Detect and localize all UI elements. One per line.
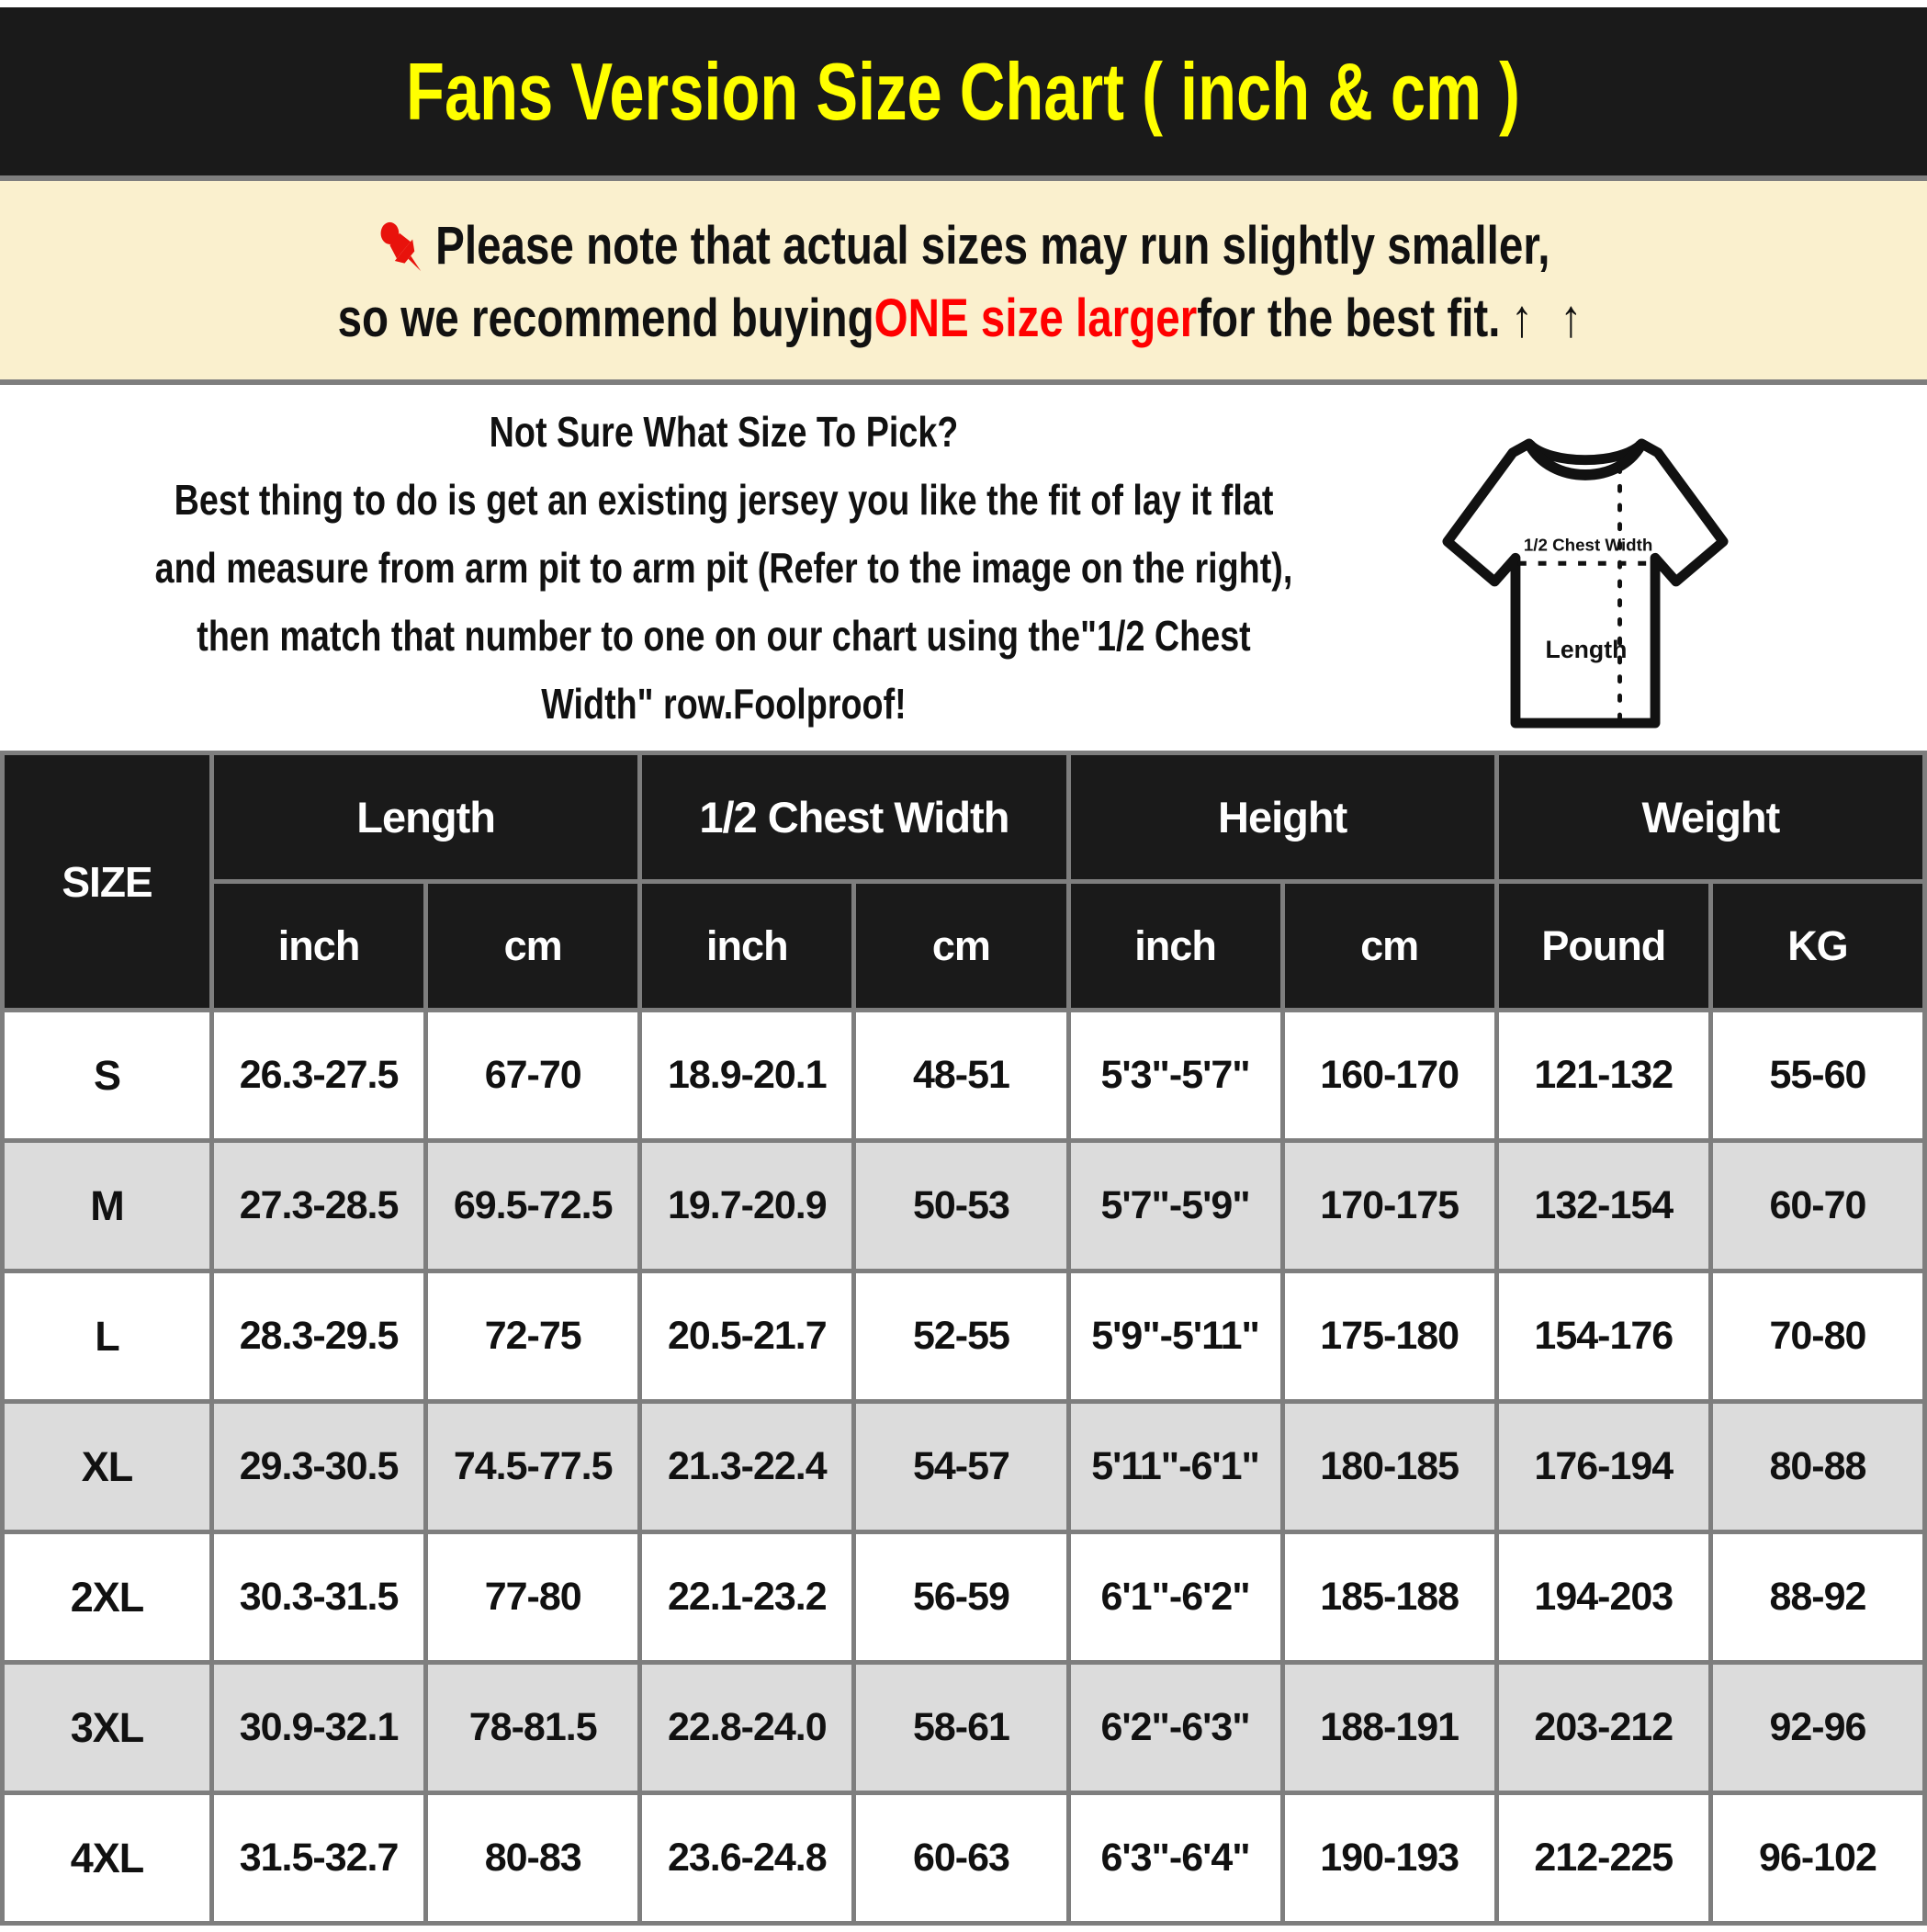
cell-length-cm: 69.5-72.5 bbox=[426, 1141, 640, 1271]
cell-weight-kg: 92-96 bbox=[1710, 1663, 1924, 1793]
cell-height-cm: 175-180 bbox=[1282, 1271, 1496, 1402]
table-group-header-row bbox=[3, 753, 1925, 882]
cell-chest-inch: 19.7-20.9 bbox=[640, 1141, 854, 1271]
cell-length-inch: 29.3-30.5 bbox=[212, 1402, 426, 1532]
cell-chest-inch: 18.9-20.1 bbox=[640, 1011, 854, 1141]
cell-chest-inch: 22.8-24.0 bbox=[640, 1663, 854, 1793]
sizing-instructions-section bbox=[0, 385, 1927, 751]
cell-chest-cm: 60-63 bbox=[854, 1793, 1068, 1924]
cell-weight-pound: 203-212 bbox=[1496, 1663, 1710, 1793]
instructions-line: then match that number to one on our chart using the"1/2 Chest bbox=[197, 612, 1251, 660]
title-bar bbox=[0, 7, 1927, 175]
notice-line-1 bbox=[377, 212, 1549, 280]
cell-height-cm: 180-185 bbox=[1282, 1402, 1496, 1532]
size-column-header: SIZE bbox=[3, 753, 212, 1011]
one-size-larger-highlight: ONE size larger bbox=[873, 288, 1198, 348]
cell-length-cm: 78-81.5 bbox=[426, 1663, 640, 1793]
sizing-instructions-text bbox=[0, 398, 1440, 738]
cell-height-inch: 6'1"-6'2" bbox=[1068, 1532, 1282, 1663]
cell-chest-cm: 58-61 bbox=[854, 1663, 1068, 1793]
cell-height-inch: 6'3"-6'4" bbox=[1068, 1793, 1282, 1924]
table-row bbox=[3, 1141, 1925, 1271]
cell-length-cm: 80-83 bbox=[426, 1793, 640, 1924]
weight-group-header: Weight bbox=[1496, 753, 1924, 882]
row-size-label: S bbox=[3, 1011, 212, 1141]
row-size-label: 3XL bbox=[3, 1663, 212, 1793]
cell-height-inch: 5'3"-5'7" bbox=[1068, 1011, 1282, 1141]
cell-chest-cm: 54-57 bbox=[854, 1402, 1068, 1532]
top-margin bbox=[0, 0, 1927, 7]
notice-text-2a: so we recommend buying bbox=[337, 288, 874, 348]
cell-length-cm: 72-75 bbox=[426, 1271, 640, 1402]
table-row bbox=[3, 1663, 1925, 1793]
height-group-header: Height bbox=[1068, 753, 1496, 882]
height-inch-header: inch bbox=[1068, 882, 1282, 1011]
height-cm-header: cm bbox=[1282, 882, 1496, 1011]
pushpin-icon bbox=[377, 212, 433, 280]
tshirt-icon bbox=[1440, 425, 1730, 734]
cell-chest-inch: 23.6-24.8 bbox=[640, 1793, 854, 1924]
cell-chest-inch: 20.5-21.7 bbox=[640, 1271, 854, 1402]
cell-chest-inch: 22.1-23.2 bbox=[640, 1532, 854, 1663]
cell-length-cm: 74.5-77.5 bbox=[426, 1402, 640, 1532]
table-unit-header-row bbox=[3, 882, 1925, 1011]
instructions-line: Best thing to do is get an existing jersey you like the fit of lay it flat bbox=[174, 476, 1274, 524]
notice-text-1: Please note that actual sizes may run slightly smaller, bbox=[435, 216, 1550, 276]
row-size-label: 2XL bbox=[3, 1532, 212, 1663]
instructions-line: Width" row.Foolproof! bbox=[541, 680, 907, 728]
row-size-label: 4XL bbox=[3, 1793, 212, 1924]
cell-length-inch: 31.5-32.7 bbox=[212, 1793, 426, 1924]
table-row bbox=[3, 1011, 1925, 1141]
cell-chest-cm: 48-51 bbox=[854, 1011, 1068, 1141]
cell-length-inch: 27.3-28.5 bbox=[212, 1141, 426, 1271]
cell-weight-pound: 176-194 bbox=[1496, 1402, 1710, 1532]
cell-length-inch: 30.9-32.1 bbox=[212, 1663, 426, 1793]
up-arrows-icon: ↑ ↑ bbox=[1510, 288, 1590, 348]
cell-weight-pound: 154-176 bbox=[1496, 1271, 1710, 1402]
cell-weight-pound: 132-154 bbox=[1496, 1141, 1710, 1271]
cell-chest-inch: 21.3-22.4 bbox=[640, 1402, 854, 1532]
cell-length-inch: 28.3-29.5 bbox=[212, 1271, 426, 1402]
row-size-label: XL bbox=[3, 1402, 212, 1532]
page-title: Fans Version Size Chart ( inch & cm ) bbox=[406, 45, 1521, 137]
weight-kg-header: KG bbox=[1710, 882, 1924, 1011]
cell-height-cm: 188-191 bbox=[1282, 1663, 1496, 1793]
chest-width-label: 1/2 Chest Width bbox=[1523, 535, 1653, 555]
cell-weight-pound: 212-225 bbox=[1496, 1793, 1710, 1924]
cell-weight-pound: 194-203 bbox=[1496, 1532, 1710, 1663]
chest-cm-header: cm bbox=[854, 882, 1068, 1011]
notice-text-2b: for the best fit. bbox=[1197, 288, 1501, 348]
tshirt-diagram bbox=[1440, 401, 1927, 734]
notice-line-2 bbox=[338, 288, 1590, 349]
length-group-header: Length bbox=[212, 753, 640, 882]
notice-banner bbox=[0, 181, 1927, 379]
row-size-label: M bbox=[3, 1141, 212, 1271]
cell-weight-kg: 60-70 bbox=[1710, 1141, 1924, 1271]
cell-height-inch: 5'11"-6'1" bbox=[1068, 1402, 1282, 1532]
chest-inch-header: inch bbox=[640, 882, 854, 1011]
row-size-label: L bbox=[3, 1271, 212, 1402]
table-row bbox=[3, 1271, 1925, 1402]
weight-pound-header: Pound bbox=[1496, 882, 1710, 1011]
cell-weight-kg: 55-60 bbox=[1710, 1011, 1924, 1141]
cell-height-cm: 190-193 bbox=[1282, 1793, 1496, 1924]
instructions-heading: Not Sure What Size To Pick? bbox=[489, 408, 959, 456]
cell-height-inch: 6'2"-6'3" bbox=[1068, 1663, 1282, 1793]
cell-weight-kg: 88-92 bbox=[1710, 1532, 1924, 1663]
cell-weight-kg: 80-88 bbox=[1710, 1402, 1924, 1532]
cell-height-cm: 185-188 bbox=[1282, 1532, 1496, 1663]
instructions-line: and measure from arm pit to arm pit (Refer to the image on the right), bbox=[154, 544, 1293, 592]
cell-weight-kg: 70-80 bbox=[1710, 1271, 1924, 1402]
cell-weight-kg: 96-102 bbox=[1710, 1793, 1924, 1924]
cell-chest-cm: 50-53 bbox=[854, 1141, 1068, 1271]
chest-width-group-header: 1/2 Chest Width bbox=[640, 753, 1068, 882]
cell-height-cm: 160-170 bbox=[1282, 1011, 1496, 1141]
cell-length-cm: 67-70 bbox=[426, 1011, 640, 1141]
cell-length-inch: 30.3-31.5 bbox=[212, 1532, 426, 1663]
cell-height-cm: 170-175 bbox=[1282, 1141, 1496, 1271]
size-chart-table bbox=[0, 751, 1927, 1926]
table-row bbox=[3, 1532, 1925, 1663]
length-label: Length bbox=[1545, 635, 1628, 663]
cell-length-inch: 26.3-27.5 bbox=[212, 1011, 426, 1141]
cell-height-inch: 5'7"-5'9" bbox=[1068, 1141, 1282, 1271]
length-inch-header: inch bbox=[212, 882, 426, 1011]
table-row bbox=[3, 1793, 1925, 1924]
length-cm-header: cm bbox=[426, 882, 640, 1011]
cell-chest-cm: 52-55 bbox=[854, 1271, 1068, 1402]
cell-weight-pound: 121-132 bbox=[1496, 1011, 1710, 1141]
table-row bbox=[3, 1402, 1925, 1532]
cell-height-inch: 5'9"-5'11" bbox=[1068, 1271, 1282, 1402]
cell-length-cm: 77-80 bbox=[426, 1532, 640, 1663]
cell-chest-cm: 56-59 bbox=[854, 1532, 1068, 1663]
